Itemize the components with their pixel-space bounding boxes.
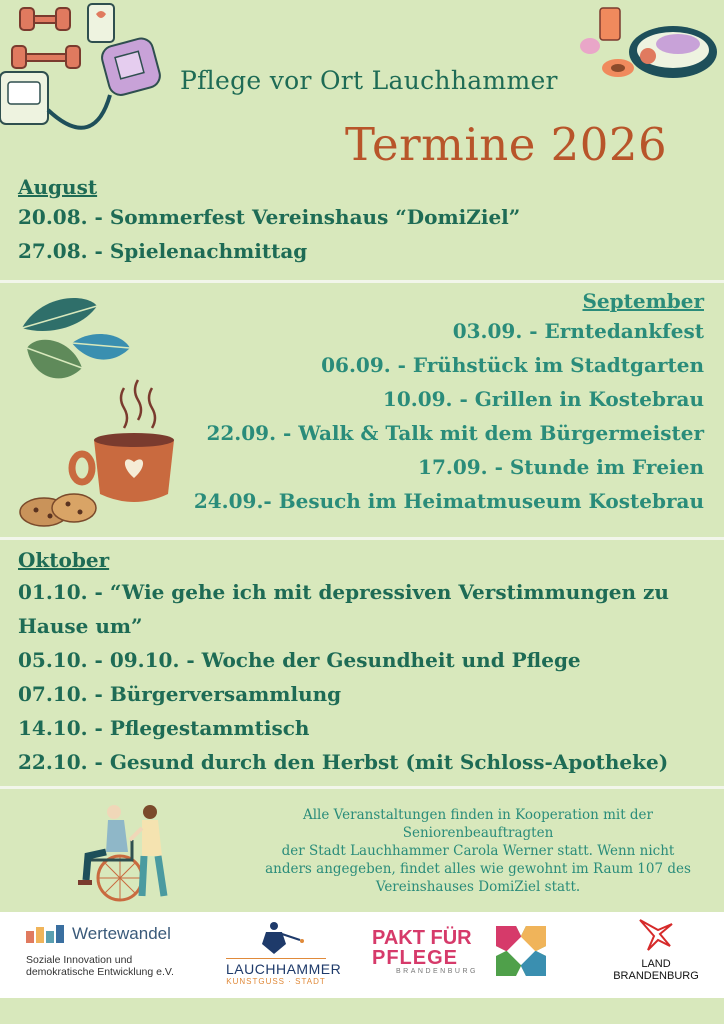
event-item: 03.09. - Erntedankfest xyxy=(452,319,704,343)
plate-icon xyxy=(629,26,717,78)
cookie-icon xyxy=(20,494,96,526)
event-item: 07.10. - Bürgerversammlung xyxy=(18,682,342,706)
event-item: 20.08. - Sommerfest Vereinshaus “DomiZiel” xyxy=(18,205,521,229)
land-brandenburg-logo xyxy=(604,916,708,982)
leaf-icon xyxy=(22,298,130,378)
pakt-fuer-pflege-logo xyxy=(372,928,562,975)
event-item: 05.10. - 09.10. - Woche der Gesundheit und Pflege xyxy=(18,648,581,672)
lauchhammer-sub: KUNSTGUSS · STADT xyxy=(226,977,326,986)
brandenburg-line1: LAND xyxy=(641,958,671,970)
eagle-icon xyxy=(636,916,676,954)
event-item: 06.09. - Frühstück im Stadtgarten xyxy=(321,353,704,377)
bottom-strip xyxy=(0,998,724,1024)
section-divider xyxy=(0,786,724,789)
steam-icon xyxy=(121,380,155,428)
coffee-cup-icon xyxy=(72,433,174,502)
wertewandel-sub: Soziale Innovation und xyxy=(26,954,133,966)
wertewandel-mark-icon xyxy=(26,925,68,943)
note-line: der Stadt Lauchhammer Carola Werner statt. Wenn nicht xyxy=(281,843,675,859)
pakt-line1: PAKT FÜR xyxy=(372,927,472,949)
august-section xyxy=(18,176,520,263)
food-illustration xyxy=(578,4,724,90)
dumbbell-icon xyxy=(12,46,80,68)
month-heading-oktober: Oktober xyxy=(18,548,110,572)
september-section xyxy=(164,290,704,513)
glass-icon xyxy=(600,8,620,40)
lauchhammer-logo xyxy=(226,920,342,986)
month-heading-august: August xyxy=(18,175,98,199)
event-item: 01.10. - “Wie gehe ich mit depressiven Verstimmungen zu xyxy=(18,580,669,604)
event-item: 24.09.- Besuch im Heimatmuseum Kostebrau xyxy=(193,489,704,513)
section-divider xyxy=(0,537,724,540)
note-line: Vereinshauses DomiZiel statt. xyxy=(375,879,581,895)
note-line: Seniorenbeauftragten xyxy=(402,825,554,841)
medicine-bottle-icon xyxy=(88,4,114,42)
brandenburg-line2: BRANDENBURG xyxy=(613,970,699,982)
note-line: anders angegeben, findet alles wie gewohnt im Raum 107 des xyxy=(265,861,691,877)
cooperation-note xyxy=(256,806,700,896)
figure-statue-icon xyxy=(246,920,306,954)
page-title: Termine 2026 xyxy=(345,118,668,171)
wertewandel-logo xyxy=(26,924,206,978)
wertewandel-name: Wertewandel xyxy=(72,924,171,943)
event-item-continuation: Hause um” xyxy=(18,614,143,638)
wertewandel-sub: demokratische Entwicklung e.V. xyxy=(26,966,174,978)
fruit-icon xyxy=(580,38,634,77)
event-item: 17.09. - Stunde im Freien xyxy=(418,455,704,479)
event-item: 10.09. - Grillen in Kostebrau xyxy=(382,387,704,411)
lauchhammer-name: LAUCHHAMMER xyxy=(226,958,326,977)
organization-title: Pflege vor Ort Lauchhammer xyxy=(180,66,558,95)
pakt-sub: BRANDENBURG xyxy=(396,968,478,975)
pakt-cross-icon xyxy=(496,926,546,976)
month-heading-september: September xyxy=(582,289,704,313)
oktober-section xyxy=(18,549,669,774)
event-item: 22.10. - Gesund durch den Herbst (mit Schloss-Apotheke) xyxy=(18,750,669,774)
event-item: 14.10. - Pflegestammtisch xyxy=(18,716,310,740)
event-item: 22.09. - Walk & Talk mit dem Bürgermeister xyxy=(206,421,704,445)
caregiver-person-icon xyxy=(130,805,164,896)
pakt-line2: PFLEGE xyxy=(372,947,459,969)
fitness-illustration xyxy=(0,0,170,140)
event-item: 27.08. - Spielenachmittag xyxy=(18,239,308,263)
section-divider xyxy=(0,280,724,283)
caregiver-illustration xyxy=(70,800,190,904)
note-line: Alle Veranstaltungen finden in Kooperation mit der xyxy=(302,807,654,823)
partner-logo-bar xyxy=(0,912,724,998)
dumbbell-icon xyxy=(20,8,70,30)
